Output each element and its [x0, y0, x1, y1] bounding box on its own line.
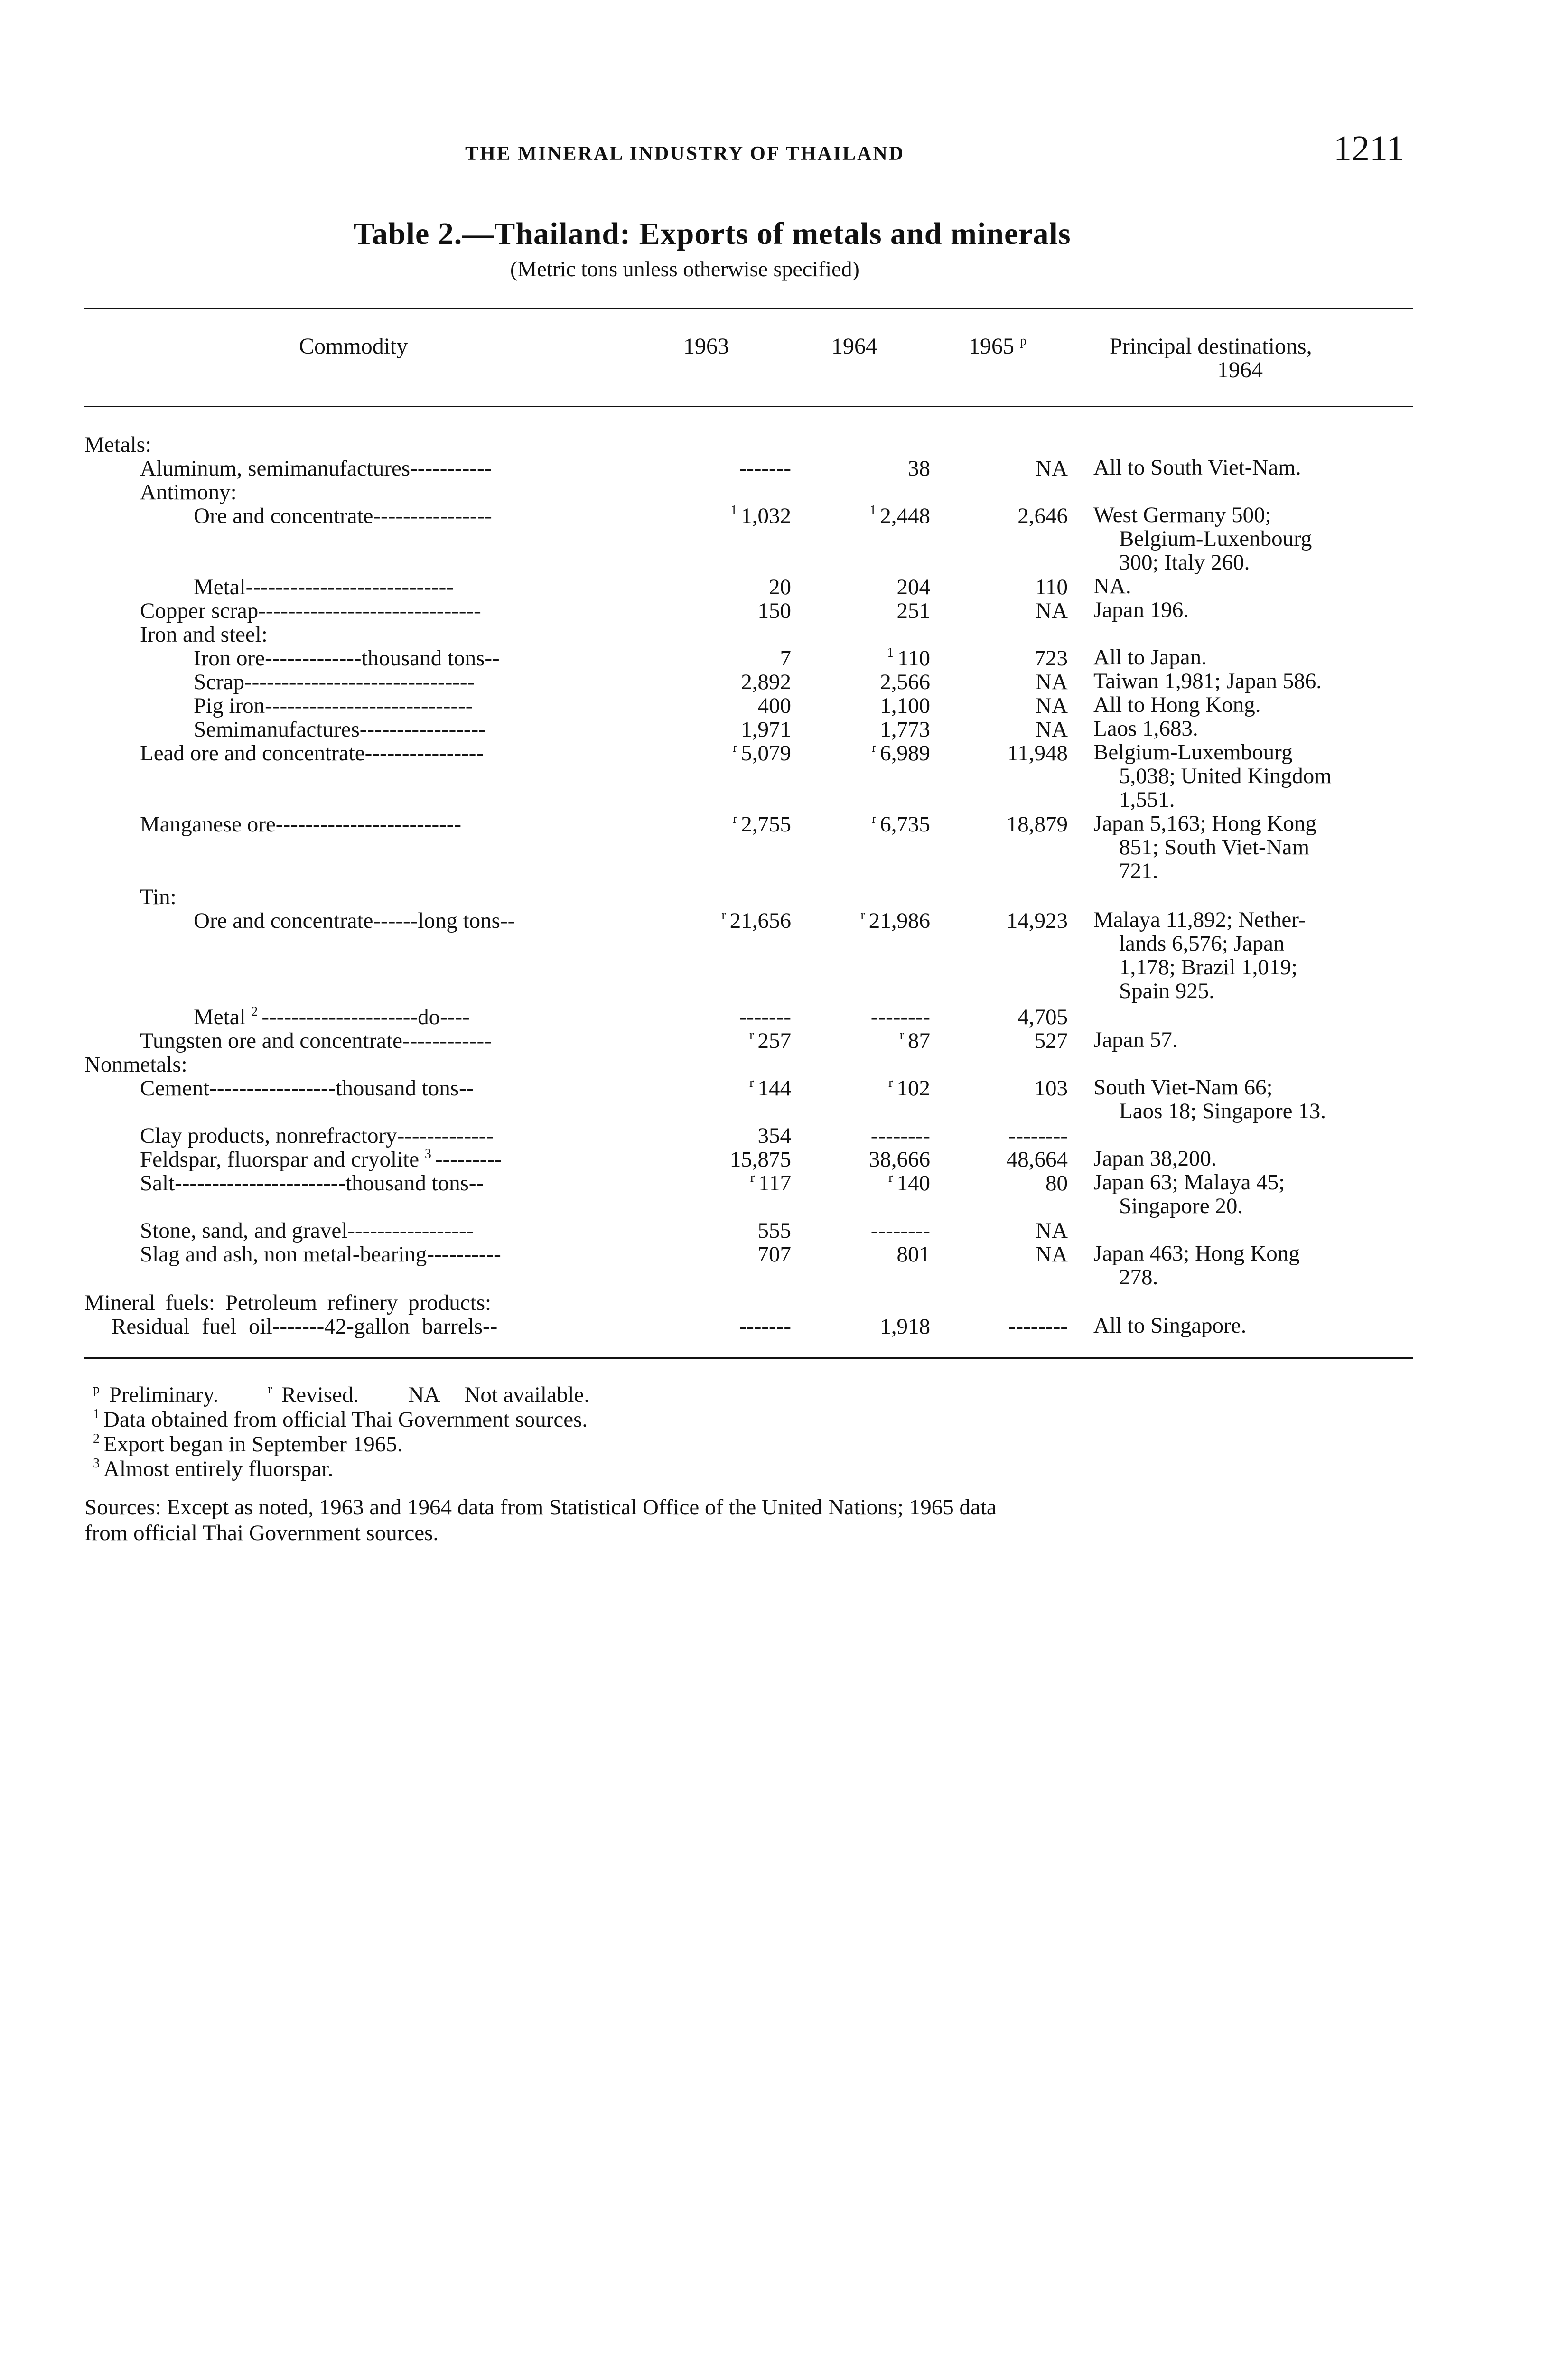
row-pig-iron-1963: 400	[757, 693, 791, 718]
row-pig-iron-1964: 1,100	[880, 693, 930, 718]
row-pig-iron-dest	[1093, 693, 1261, 717]
footnote-na-text: Not available.	[464, 1383, 590, 1407]
footnote-3: $^3$ Almost entirely fluorspar.	[93, 1456, 334, 1481]
dest-line: Belgium-Luxembourg	[1093, 740, 1293, 765]
dest-line: Singapore 20.	[1119, 1194, 1243, 1218]
row-salt-1963: $^r$ 117	[750, 1170, 791, 1196]
row-aluminum-1963: -------	[739, 456, 791, 481]
row-tungsten-dest	[1093, 1028, 1178, 1052]
row-aluminum-label: Aluminum, semimanufactures-----------	[140, 456, 492, 481]
row-clay-label: Clay products, nonrefractory-------------	[140, 1123, 494, 1148]
header-destinations-line1: Principal destinations,	[1110, 334, 1312, 359]
row-antimony-ore-1964: $^1$ 2,448	[869, 503, 930, 528]
footnote-r-mark: r	[267, 1382, 272, 1397]
dest-line: Japan 5,163; Hong Kong	[1093, 811, 1316, 836]
sources-line1: Sources: Except as noted, 1963 and 1964 data from Statistical Office of the United Nations; 1965 data	[84, 1495, 997, 1520]
row-slag-1964: 801	[896, 1242, 930, 1267]
dest-line: 1,178; Brazil 1,019;	[1119, 955, 1297, 980]
row-scrap-label: Scrap-------------------------------	[194, 670, 475, 694]
footnote-2: $^2$ Export began in September 1965.	[93, 1431, 403, 1457]
row-aluminum-1965: NA	[1036, 456, 1068, 481]
row-antimony-ore-1965: 2,646	[1017, 504, 1068, 528]
row-feldspar-1965: 48,664	[1006, 1147, 1068, 1172]
row-semimanufactures-1964: 1,773	[880, 717, 930, 742]
row-salt-1965: 80	[1045, 1171, 1068, 1196]
footnote-r-text: Revised.	[281, 1383, 359, 1407]
row-semimanufactures-1963: 1,971	[741, 717, 791, 742]
row-pig-iron-1965: NA	[1036, 693, 1068, 718]
row-cement-dest	[1093, 1075, 1326, 1123]
table-title: Table 2.—Thailand: Exports of metals and minerals	[354, 216, 1071, 251]
row-stone-1965: NA	[1036, 1218, 1068, 1243]
row-residual-dest	[1093, 1314, 1246, 1337]
row-stone-1964: --------	[870, 1218, 930, 1243]
header-1965	[969, 333, 1030, 359]
row-stone-label: Stone, sand, and gravel-----------------	[140, 1218, 474, 1243]
dest-line: Japan 196.	[1093, 598, 1189, 622]
row-antimony-metal-dest	[1093, 574, 1131, 598]
top-rule	[84, 308, 1413, 309]
section-mineral-fuels: Mineral fuels: Petroleum refinery products:	[84, 1290, 492, 1315]
row-residual-1964: 1,918	[880, 1314, 930, 1339]
row-stone-1963: 555	[757, 1218, 791, 1243]
header-bottom-rule	[84, 406, 1413, 407]
dest-line: 851; South Viet-Nam	[1119, 835, 1310, 860]
row-feldspar-1964: 38,666	[868, 1147, 930, 1172]
dest-line: All to Japan.	[1093, 645, 1207, 670]
row-aluminum-1964: 38	[908, 456, 930, 481]
row-aluminum-dest	[1093, 456, 1301, 479]
row-salt-dest	[1093, 1170, 1285, 1218]
row-semimanufactures-1965: NA	[1036, 717, 1068, 742]
row-tungsten-1963: $^r$ 257	[749, 1028, 791, 1053]
header-destinations-line2: 1964	[1217, 357, 1263, 383]
row-iron-ore-dest	[1093, 645, 1207, 669]
header-1965-year: 1965	[969, 334, 1014, 359]
row-antimony-ore-label: Ore and concentrate----------------	[194, 504, 492, 528]
row-cement-1965: 103	[1034, 1076, 1068, 1101]
row-manganese-1963: $^r$ 2,755	[732, 812, 791, 837]
row-lead-1963: $^r$ 5,079	[732, 740, 791, 766]
row-antimony-metal-1963: 20	[769, 575, 791, 599]
row-copper-label: Copper scrap------------------------------	[140, 598, 481, 623]
dest-line: 1,551.	[1119, 787, 1175, 812]
footnote-na-mark: NA	[408, 1383, 439, 1407]
row-semimanufactures-label: Semimanufactures-----------------	[194, 717, 486, 742]
row-semimanufactures-dest	[1093, 717, 1198, 740]
sources-line2: from official Thai Government sources.	[84, 1521, 439, 1545]
row-residual-1965: --------	[1008, 1314, 1068, 1339]
page-number: 1211	[1334, 129, 1405, 168]
dest-line: lands 6,576; Japan	[1119, 931, 1285, 956]
row-tin-ore-label: Ore and concentrate------long tons--	[194, 908, 515, 933]
row-cement-1964: $^r$ 102	[888, 1075, 930, 1101]
row-tungsten-label: Tungsten ore and concentrate------------	[140, 1028, 492, 1053]
row-tin-metal-label: Metal $^2$ ---------------------do----	[194, 1004, 470, 1029]
header-1965-mark: p	[1020, 334, 1027, 348]
header-commodity: Commodity	[299, 334, 408, 359]
row-antimony-metal-1964: 204	[896, 575, 930, 599]
group-antimony: Antimony:	[140, 480, 237, 504]
dest-line: Japan 63; Malaya 45;	[1093, 1170, 1285, 1195]
row-tungsten-1965: 527	[1034, 1028, 1068, 1053]
dest-line: Japan 57.	[1093, 1028, 1178, 1052]
dest-line: All to South Viet-Nam.	[1093, 455, 1301, 480]
row-copper-dest	[1093, 598, 1189, 622]
row-salt-label: Salt-----------------------thousand tons--	[140, 1171, 484, 1196]
row-antimony-ore-dest	[1093, 503, 1312, 574]
footnote-1: $^1$ Data obtained from official Thai Government sources.	[93, 1407, 588, 1432]
footnote-symbols	[93, 1382, 589, 1408]
footnote-p-text: Preliminary.	[109, 1383, 219, 1407]
row-manganese-1964: $^r$ 6,735	[871, 812, 930, 837]
row-iron-ore-1963: 7	[780, 646, 791, 671]
header-1964: 1964	[831, 334, 877, 359]
group-tin: Tin:	[140, 885, 177, 909]
bottom-rule	[84, 1357, 1413, 1359]
row-scrap-1963: 2,892	[741, 670, 791, 694]
row-tin-ore-1963: $^r$ 21,656	[721, 908, 791, 933]
row-pig-iron-label: Pig iron----------------------------	[194, 693, 473, 718]
row-cement-label: Cement-----------------thousand tons--	[140, 1076, 474, 1101]
dest-line: NA.	[1093, 574, 1131, 598]
dest-line: Laos 1,683.	[1093, 716, 1198, 741]
row-clay-1965: --------	[1008, 1123, 1068, 1148]
row-feldspar-1963: 15,875	[729, 1147, 791, 1172]
row-manganese-1965: 18,879	[1006, 812, 1068, 837]
dest-line: 721.	[1119, 859, 1158, 883]
dest-line: All to Singapore.	[1093, 1313, 1247, 1338]
dest-line: South Viet-Nam 66;	[1093, 1075, 1273, 1100]
row-copper-1965: NA	[1036, 598, 1068, 623]
dest-line: Japan 463; Hong Kong	[1093, 1241, 1300, 1266]
section-nonmetals: Nonmetals:	[84, 1052, 187, 1077]
row-tin-ore-1965: 14,923	[1006, 908, 1068, 933]
group-iron-steel: Iron and steel:	[140, 622, 268, 647]
row-feldspar-label: Feldspar, fluorspar and cryolite $^3$ ---------	[140, 1147, 502, 1172]
row-tin-metal-1963: -------	[739, 1005, 791, 1029]
row-cement-1963: $^r$ 144	[749, 1075, 791, 1101]
row-salt-1964: $^r$ 140	[888, 1170, 930, 1196]
dest-line: Laos 18; Singapore 13.	[1119, 1099, 1326, 1123]
row-scrap-dest	[1093, 669, 1322, 693]
row-manganese-dest	[1093, 812, 1316, 883]
dest-line: West Germany 500;	[1093, 503, 1271, 527]
dest-line: All to Hong Kong.	[1093, 692, 1261, 717]
row-iron-ore-label: Iron ore-------------thousand tons--	[194, 646, 500, 671]
row-lead-1964: $^r$ 6,989	[871, 740, 930, 766]
dest-line: Belgium-Luxenbourg	[1119, 526, 1312, 551]
dest-line: Malaya 11,892; Nether-	[1093, 907, 1306, 932]
row-tin-metal-1965: 4,705	[1017, 1005, 1068, 1029]
row-manganese-label: Manganese ore-------------------------	[140, 812, 462, 837]
row-clay-1963: 354	[757, 1123, 791, 1148]
row-antimony-ore-1963: $^1$ 1,032	[730, 503, 791, 528]
row-iron-ore-1965: 723	[1034, 646, 1068, 671]
row-iron-ore-1964: $^1$ 110	[887, 645, 930, 671]
row-antimony-metal-label: Metal----------------------------	[194, 575, 454, 599]
row-lead-dest	[1093, 740, 1332, 812]
row-lead-label: Lead ore and concentrate----------------	[140, 741, 484, 766]
row-antimony-metal-1965: 110	[1035, 575, 1068, 599]
row-copper-1963: 150	[757, 598, 791, 623]
table-subtitle: (Metric tons unless otherwise specified)	[510, 257, 859, 281]
row-clay-1964: --------	[870, 1123, 930, 1148]
section-metals: Metals:	[84, 432, 151, 457]
row-slag-label: Slag and ash, non metal-bearing----------	[140, 1242, 501, 1267]
dest-line: 300; Italy 260.	[1119, 550, 1250, 575]
dest-line: Spain 925.	[1119, 979, 1215, 1003]
row-tin-metal-1964: --------	[870, 1005, 930, 1029]
row-tin-ore-1964: $^r$ 21,986	[860, 908, 930, 933]
row-lead-1965: 11,948	[1007, 741, 1068, 766]
header-1963: 1963	[683, 334, 729, 359]
footnote-p-mark: p	[93, 1382, 100, 1397]
row-slag-1963: 707	[757, 1242, 791, 1267]
running-head: THE MINERAL INDUSTRY OF THAILAND	[465, 143, 905, 165]
row-tin-ore-dest	[1093, 908, 1306, 1003]
dest-line: Japan 38,200.	[1093, 1146, 1217, 1171]
row-slag-1965: NA	[1036, 1242, 1068, 1267]
row-slag-dest	[1093, 1242, 1300, 1289]
dest-line: 278.	[1119, 1265, 1158, 1289]
row-feldspar-dest	[1093, 1147, 1217, 1170]
row-copper-1964: 251	[896, 598, 930, 623]
dest-line: Taiwan 1,981; Japan 586.	[1093, 669, 1322, 693]
dest-line: 5,038; United Kingdom	[1119, 764, 1332, 788]
row-scrap-1964: 2,566	[880, 670, 930, 694]
row-residual-1963: -------	[739, 1314, 791, 1339]
row-tungsten-1964: $^r$ 87	[899, 1028, 930, 1053]
row-residual-label: Residual fuel oil-------42-gallon barrels--	[112, 1314, 498, 1339]
row-scrap-1965: NA	[1036, 670, 1068, 694]
